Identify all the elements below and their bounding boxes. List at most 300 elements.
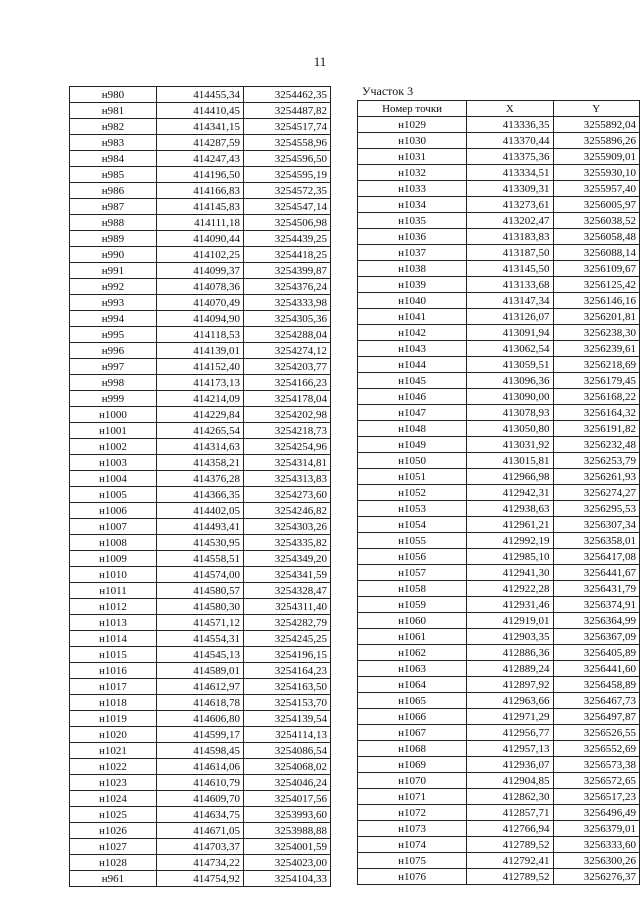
y-cell: 3254068,02 bbox=[244, 759, 331, 775]
x-cell: 414173,13 bbox=[157, 375, 244, 391]
y-cell: 3256307,34 bbox=[553, 517, 639, 533]
y-cell: 3255896,26 bbox=[553, 133, 639, 149]
y-cell: 3254202,98 bbox=[244, 407, 331, 423]
point-number-cell: н1074 bbox=[358, 837, 467, 853]
table-row bbox=[70, 871, 331, 887]
y-cell: 3256358,01 bbox=[553, 533, 639, 549]
x-cell: 412942,31 bbox=[467, 485, 553, 501]
x-cell: 413031,92 bbox=[467, 437, 553, 453]
y-cell: 3254245,25 bbox=[244, 631, 331, 647]
y-cell: 3256168,22 bbox=[553, 389, 639, 405]
y-cell: 3254139,54 bbox=[244, 711, 331, 727]
point-number-cell: н995 bbox=[70, 327, 157, 343]
table-row bbox=[358, 293, 640, 309]
y-cell: 3254328,47 bbox=[244, 583, 331, 599]
y-cell: 3254487,82 bbox=[244, 103, 331, 119]
y-cell: 3254246,82 bbox=[244, 503, 331, 519]
point-number-cell: н1071 bbox=[358, 789, 467, 805]
point-number-cell: н1030 bbox=[358, 133, 467, 149]
table-row bbox=[358, 549, 640, 565]
y-cell: 3255892,04 bbox=[553, 117, 639, 133]
right-table-body bbox=[358, 117, 640, 885]
table-row bbox=[358, 341, 640, 357]
point-number-cell: н1019 bbox=[70, 711, 157, 727]
table-row bbox=[70, 647, 331, 663]
x-cell: 414102,25 bbox=[157, 247, 244, 263]
x-cell: 413183,83 bbox=[467, 229, 553, 245]
y-cell: 3254558,96 bbox=[244, 135, 331, 151]
x-cell: 414455,34 bbox=[157, 87, 244, 103]
x-cell: 413062,54 bbox=[467, 341, 553, 357]
table-row bbox=[70, 695, 331, 711]
y-cell: 3256253,79 bbox=[553, 453, 639, 469]
point-number-cell: н984 bbox=[70, 151, 157, 167]
table-row bbox=[358, 149, 640, 165]
y-cell: 3256058,48 bbox=[553, 229, 639, 245]
table-row bbox=[70, 743, 331, 759]
point-number-cell: н996 bbox=[70, 343, 157, 359]
table-row bbox=[358, 437, 640, 453]
y-cell: 3256238,30 bbox=[553, 325, 639, 341]
table-row bbox=[70, 727, 331, 743]
x-cell: 413375,36 bbox=[467, 149, 553, 165]
x-cell: 413126,07 bbox=[467, 309, 553, 325]
point-number-cell: н991 bbox=[70, 263, 157, 279]
y-cell: 3254288,04 bbox=[244, 327, 331, 343]
x-cell: 413133,68 bbox=[467, 277, 553, 293]
y-cell: 3254303,26 bbox=[244, 519, 331, 535]
point-number-cell: н1042 bbox=[358, 325, 467, 341]
point-number-cell: н1067 bbox=[358, 725, 467, 741]
x-cell: 414145,83 bbox=[157, 199, 244, 215]
y-cell: 3256300,26 bbox=[553, 853, 639, 869]
x-cell: 412992,19 bbox=[467, 533, 553, 549]
y-cell: 3254572,35 bbox=[244, 183, 331, 199]
point-number-cell: н1000 bbox=[70, 407, 157, 423]
y-cell: 3256239,61 bbox=[553, 341, 639, 357]
y-cell: 3254104,33 bbox=[244, 871, 331, 887]
point-number-cell: н1012 bbox=[70, 599, 157, 615]
y-cell: 3254178,04 bbox=[244, 391, 331, 407]
table-row bbox=[70, 855, 331, 871]
y-cell: 3256417,08 bbox=[553, 549, 639, 565]
y-cell: 3254596,50 bbox=[244, 151, 331, 167]
x-cell: 414618,78 bbox=[157, 695, 244, 711]
table-row bbox=[70, 119, 331, 135]
y-cell: 3254439,25 bbox=[244, 231, 331, 247]
table-row bbox=[358, 261, 640, 277]
header-y: Y bbox=[553, 101, 639, 117]
y-cell: 3256405,89 bbox=[553, 645, 639, 661]
table-row bbox=[358, 197, 640, 213]
table-row bbox=[358, 213, 640, 229]
point-number-cell: н1011 bbox=[70, 583, 157, 599]
x-cell: 413309,31 bbox=[467, 181, 553, 197]
point-number-cell: н1039 bbox=[358, 277, 467, 293]
point-number-cell: н1038 bbox=[358, 261, 467, 277]
point-number-cell: н993 bbox=[70, 295, 157, 311]
point-number-cell: н961 bbox=[70, 871, 157, 887]
left-table-body bbox=[70, 87, 331, 887]
point-number-cell: н983 bbox=[70, 135, 157, 151]
x-cell: 413078,93 bbox=[467, 405, 553, 421]
table-row bbox=[70, 327, 331, 343]
x-cell: 412922,28 bbox=[467, 581, 553, 597]
section-title: Участок 3 bbox=[362, 84, 414, 98]
table-row bbox=[70, 631, 331, 647]
table-row bbox=[358, 773, 640, 789]
y-cell: 3254333,98 bbox=[244, 295, 331, 311]
x-cell: 412961,21 bbox=[467, 517, 553, 533]
point-number-cell: н1045 bbox=[358, 373, 467, 389]
page-number: 11 bbox=[313, 54, 327, 69]
x-cell: 412789,52 bbox=[467, 869, 553, 885]
point-number-cell: н1007 bbox=[70, 519, 157, 535]
point-number-cell: н1032 bbox=[358, 165, 467, 181]
y-cell: 3256005,97 bbox=[553, 197, 639, 213]
table-row bbox=[70, 503, 331, 519]
x-cell: 414554,31 bbox=[157, 631, 244, 647]
x-cell: 414580,30 bbox=[157, 599, 244, 615]
y-cell: 3254086,54 bbox=[244, 743, 331, 759]
x-cell: 412936,07 bbox=[467, 757, 553, 773]
point-number-cell: н1029 bbox=[358, 117, 467, 133]
table-row bbox=[70, 711, 331, 727]
table-row bbox=[70, 807, 331, 823]
table-row bbox=[358, 805, 640, 821]
table-row bbox=[70, 183, 331, 199]
x-cell: 414118,53 bbox=[157, 327, 244, 343]
x-cell: 414610,79 bbox=[157, 775, 244, 791]
coordinates-table-right bbox=[357, 100, 640, 885]
table-row bbox=[70, 599, 331, 615]
point-number-cell: н1046 bbox=[358, 389, 467, 405]
table-row bbox=[358, 645, 640, 661]
x-cell: 412904,85 bbox=[467, 773, 553, 789]
y-cell: 3256379,01 bbox=[553, 821, 639, 837]
table-row bbox=[358, 501, 640, 517]
table-row bbox=[358, 677, 640, 693]
x-cell: 414152,40 bbox=[157, 359, 244, 375]
point-number-cell: н998 bbox=[70, 375, 157, 391]
table-row bbox=[70, 231, 331, 247]
table-row bbox=[358, 581, 640, 597]
x-cell: 414598,45 bbox=[157, 743, 244, 759]
point-number-cell: н994 bbox=[70, 311, 157, 327]
point-number-cell: н982 bbox=[70, 119, 157, 135]
table-row bbox=[70, 311, 331, 327]
y-cell: 3256441,67 bbox=[553, 565, 639, 581]
point-number-cell: н1062 bbox=[358, 645, 467, 661]
table-row bbox=[358, 309, 640, 325]
point-number-cell: н1017 bbox=[70, 679, 157, 695]
x-cell: 413015,81 bbox=[467, 453, 553, 469]
x-cell: 414574,00 bbox=[157, 567, 244, 583]
y-cell: 3254274,12 bbox=[244, 343, 331, 359]
table-row bbox=[70, 247, 331, 263]
point-number-cell: н1002 bbox=[70, 439, 157, 455]
table-row bbox=[358, 613, 640, 629]
point-number-cell: н1043 bbox=[358, 341, 467, 357]
y-cell: 3254341,59 bbox=[244, 567, 331, 583]
y-cell: 3254282,79 bbox=[244, 615, 331, 631]
x-cell: 413059,51 bbox=[467, 357, 553, 373]
point-number-cell: н1073 bbox=[358, 821, 467, 837]
x-cell: 414376,28 bbox=[157, 471, 244, 487]
x-cell: 414402,05 bbox=[157, 503, 244, 519]
y-cell: 3256374,91 bbox=[553, 597, 639, 613]
y-cell: 3254114,13 bbox=[244, 727, 331, 743]
y-cell: 3254001,59 bbox=[244, 839, 331, 855]
x-cell: 414614,06 bbox=[157, 759, 244, 775]
point-number-cell: н1054 bbox=[358, 517, 467, 533]
y-cell: 3254163,50 bbox=[244, 679, 331, 695]
point-number-cell: н1076 bbox=[358, 869, 467, 885]
table-row bbox=[70, 199, 331, 215]
y-cell: 3256572,65 bbox=[553, 773, 639, 789]
table-row bbox=[70, 583, 331, 599]
x-cell: 412938,63 bbox=[467, 501, 553, 517]
x-cell: 414671,05 bbox=[157, 823, 244, 839]
x-cell: 414341,15 bbox=[157, 119, 244, 135]
table-row bbox=[358, 277, 640, 293]
point-number-cell: н1015 bbox=[70, 647, 157, 663]
x-cell: 412897,92 bbox=[467, 677, 553, 693]
table-row bbox=[358, 837, 640, 853]
table-row bbox=[358, 421, 640, 437]
point-number-cell: н985 bbox=[70, 167, 157, 183]
header-x: X bbox=[467, 101, 553, 117]
table-row bbox=[70, 439, 331, 455]
y-cell: 3256496,49 bbox=[553, 805, 639, 821]
y-cell: 3256125,42 bbox=[553, 277, 639, 293]
y-cell: 3254017,56 bbox=[244, 791, 331, 807]
table-row bbox=[70, 407, 331, 423]
x-cell: 412889,24 bbox=[467, 661, 553, 677]
point-number-cell: н1072 bbox=[358, 805, 467, 821]
table-row bbox=[358, 485, 640, 501]
x-cell: 414754,92 bbox=[157, 871, 244, 887]
x-cell: 414493,41 bbox=[157, 519, 244, 535]
x-cell: 413273,61 bbox=[467, 197, 553, 213]
x-cell: 414558,51 bbox=[157, 551, 244, 567]
table-row bbox=[70, 343, 331, 359]
y-cell: 3256467,73 bbox=[553, 693, 639, 709]
point-number-cell: н1051 bbox=[358, 469, 467, 485]
y-cell: 3256179,45 bbox=[553, 373, 639, 389]
y-cell: 3254203,77 bbox=[244, 359, 331, 375]
point-number-cell: н1004 bbox=[70, 471, 157, 487]
y-cell: 3256261,93 bbox=[553, 469, 639, 485]
table-row bbox=[70, 295, 331, 311]
x-cell: 414166,83 bbox=[157, 183, 244, 199]
point-number-cell: н1036 bbox=[358, 229, 467, 245]
y-cell: 3254376,24 bbox=[244, 279, 331, 295]
point-number-cell: н1014 bbox=[70, 631, 157, 647]
y-cell: 3256038,52 bbox=[553, 213, 639, 229]
y-cell: 3256201,81 bbox=[553, 309, 639, 325]
x-cell: 414247,43 bbox=[157, 151, 244, 167]
table-row bbox=[358, 325, 640, 341]
y-cell: 3253988,88 bbox=[244, 823, 331, 839]
table-row bbox=[70, 215, 331, 231]
table-row bbox=[358, 789, 640, 805]
point-number-cell: н986 bbox=[70, 183, 157, 199]
header-point-number: Номер точки bbox=[358, 101, 467, 117]
point-number-cell: н1049 bbox=[358, 437, 467, 453]
y-cell: 3256441,60 bbox=[553, 661, 639, 677]
table-row bbox=[70, 135, 331, 151]
table-row bbox=[70, 487, 331, 503]
x-cell: 412963,66 bbox=[467, 693, 553, 709]
y-cell: 3256458,89 bbox=[553, 677, 639, 693]
point-number-cell: н989 bbox=[70, 231, 157, 247]
table-row bbox=[70, 263, 331, 279]
y-cell: 3254218,73 bbox=[244, 423, 331, 439]
table-row bbox=[70, 391, 331, 407]
x-cell: 412956,77 bbox=[467, 725, 553, 741]
table-row bbox=[70, 359, 331, 375]
point-number-cell: н1035 bbox=[358, 213, 467, 229]
point-number-cell: н1018 bbox=[70, 695, 157, 711]
y-cell: 3254196,15 bbox=[244, 647, 331, 663]
table-row bbox=[70, 759, 331, 775]
point-number-cell: н1016 bbox=[70, 663, 157, 679]
table-row bbox=[358, 165, 640, 181]
table-row bbox=[358, 133, 640, 149]
x-cell: 412792,41 bbox=[467, 853, 553, 869]
x-cell: 414358,21 bbox=[157, 455, 244, 471]
point-number-cell: н987 bbox=[70, 199, 157, 215]
point-number-cell: н1055 bbox=[358, 533, 467, 549]
y-cell: 3254254,96 bbox=[244, 439, 331, 455]
point-number-cell: н1020 bbox=[70, 727, 157, 743]
y-cell: 3256274,27 bbox=[553, 485, 639, 501]
table-row bbox=[358, 517, 640, 533]
point-number-cell: н1059 bbox=[358, 597, 467, 613]
x-cell: 414589,01 bbox=[157, 663, 244, 679]
point-number-cell: н1010 bbox=[70, 567, 157, 583]
x-cell: 412966,98 bbox=[467, 469, 553, 485]
y-cell: 3254153,70 bbox=[244, 695, 331, 711]
table-row bbox=[358, 453, 640, 469]
point-number-cell: н1013 bbox=[70, 615, 157, 631]
table-row bbox=[358, 373, 640, 389]
x-cell: 414111,18 bbox=[157, 215, 244, 231]
point-number-cell: н997 bbox=[70, 359, 157, 375]
x-cell: 412919,01 bbox=[467, 613, 553, 629]
table-row bbox=[358, 821, 640, 837]
point-number-cell: н1064 bbox=[358, 677, 467, 693]
x-cell: 412903,35 bbox=[467, 629, 553, 645]
table-row bbox=[70, 663, 331, 679]
x-cell: 414366,35 bbox=[157, 487, 244, 503]
point-number-cell: н1005 bbox=[70, 487, 157, 503]
point-number-cell: н1044 bbox=[358, 357, 467, 373]
y-cell: 3256526,55 bbox=[553, 725, 639, 741]
y-cell: 3254547,14 bbox=[244, 199, 331, 215]
table-row bbox=[70, 279, 331, 295]
x-cell: 413096,36 bbox=[467, 373, 553, 389]
point-number-cell: н1024 bbox=[70, 791, 157, 807]
y-cell: 3254517,74 bbox=[244, 119, 331, 135]
y-cell: 3256146,16 bbox=[553, 293, 639, 309]
x-cell: 414094,90 bbox=[157, 311, 244, 327]
x-cell: 414734,22 bbox=[157, 855, 244, 871]
y-cell: 3254023,00 bbox=[244, 855, 331, 871]
x-cell: 413334,51 bbox=[467, 165, 553, 181]
x-cell: 413090,00 bbox=[467, 389, 553, 405]
table-row bbox=[358, 709, 640, 725]
x-cell: 414612,97 bbox=[157, 679, 244, 695]
table-row bbox=[70, 567, 331, 583]
y-cell: 3254335,82 bbox=[244, 535, 331, 551]
y-cell: 3256232,48 bbox=[553, 437, 639, 453]
x-cell: 413187,50 bbox=[467, 245, 553, 261]
x-cell: 413202,47 bbox=[467, 213, 553, 229]
x-cell: 414606,80 bbox=[157, 711, 244, 727]
table-row bbox=[358, 693, 640, 709]
point-number-cell: н1037 bbox=[358, 245, 467, 261]
table-row bbox=[358, 245, 640, 261]
table-row bbox=[70, 471, 331, 487]
table-row bbox=[358, 661, 640, 677]
y-cell: 3254273,60 bbox=[244, 487, 331, 503]
y-cell: 3256367,09 bbox=[553, 629, 639, 645]
table-row bbox=[358, 869, 640, 885]
point-number-cell: н1075 bbox=[358, 853, 467, 869]
x-cell: 414314,63 bbox=[157, 439, 244, 455]
y-cell: 3255909,01 bbox=[553, 149, 639, 165]
y-cell: 3254046,24 bbox=[244, 775, 331, 791]
header-row bbox=[358, 101, 640, 117]
y-cell: 3254313,83 bbox=[244, 471, 331, 487]
table-row bbox=[70, 87, 331, 103]
x-cell: 412766,94 bbox=[467, 821, 553, 837]
coordinates-table-left bbox=[69, 86, 331, 887]
x-cell: 414287,59 bbox=[157, 135, 244, 151]
point-number-cell: н1008 bbox=[70, 535, 157, 551]
x-cell: 414410,45 bbox=[157, 103, 244, 119]
x-cell: 412971,29 bbox=[467, 709, 553, 725]
table-row bbox=[358, 229, 640, 245]
y-cell: 3256276,37 bbox=[553, 869, 639, 885]
y-cell: 3254164,23 bbox=[244, 663, 331, 679]
point-number-cell: н1061 bbox=[358, 629, 467, 645]
x-cell: 412862,30 bbox=[467, 789, 553, 805]
point-number-cell: н1069 bbox=[358, 757, 467, 773]
x-cell: 414703,37 bbox=[157, 839, 244, 855]
x-cell: 412886,36 bbox=[467, 645, 553, 661]
y-cell: 3256191,82 bbox=[553, 421, 639, 437]
table-row bbox=[70, 375, 331, 391]
point-number-cell: н1057 bbox=[358, 565, 467, 581]
point-number-cell: н1009 bbox=[70, 551, 157, 567]
point-number-cell: н1052 bbox=[358, 485, 467, 501]
point-number-cell: н1056 bbox=[358, 549, 467, 565]
point-number-cell: н980 bbox=[70, 87, 157, 103]
table-row bbox=[70, 167, 331, 183]
x-cell: 412941,30 bbox=[467, 565, 553, 581]
y-cell: 3256109,67 bbox=[553, 261, 639, 277]
y-cell: 3254314,81 bbox=[244, 455, 331, 471]
point-number-cell: н1060 bbox=[358, 613, 467, 629]
y-cell: 3256431,79 bbox=[553, 581, 639, 597]
y-cell: 3254595,19 bbox=[244, 167, 331, 183]
point-number-cell: н1066 bbox=[358, 709, 467, 725]
y-cell: 3256164,32 bbox=[553, 405, 639, 421]
table-row bbox=[358, 741, 640, 757]
